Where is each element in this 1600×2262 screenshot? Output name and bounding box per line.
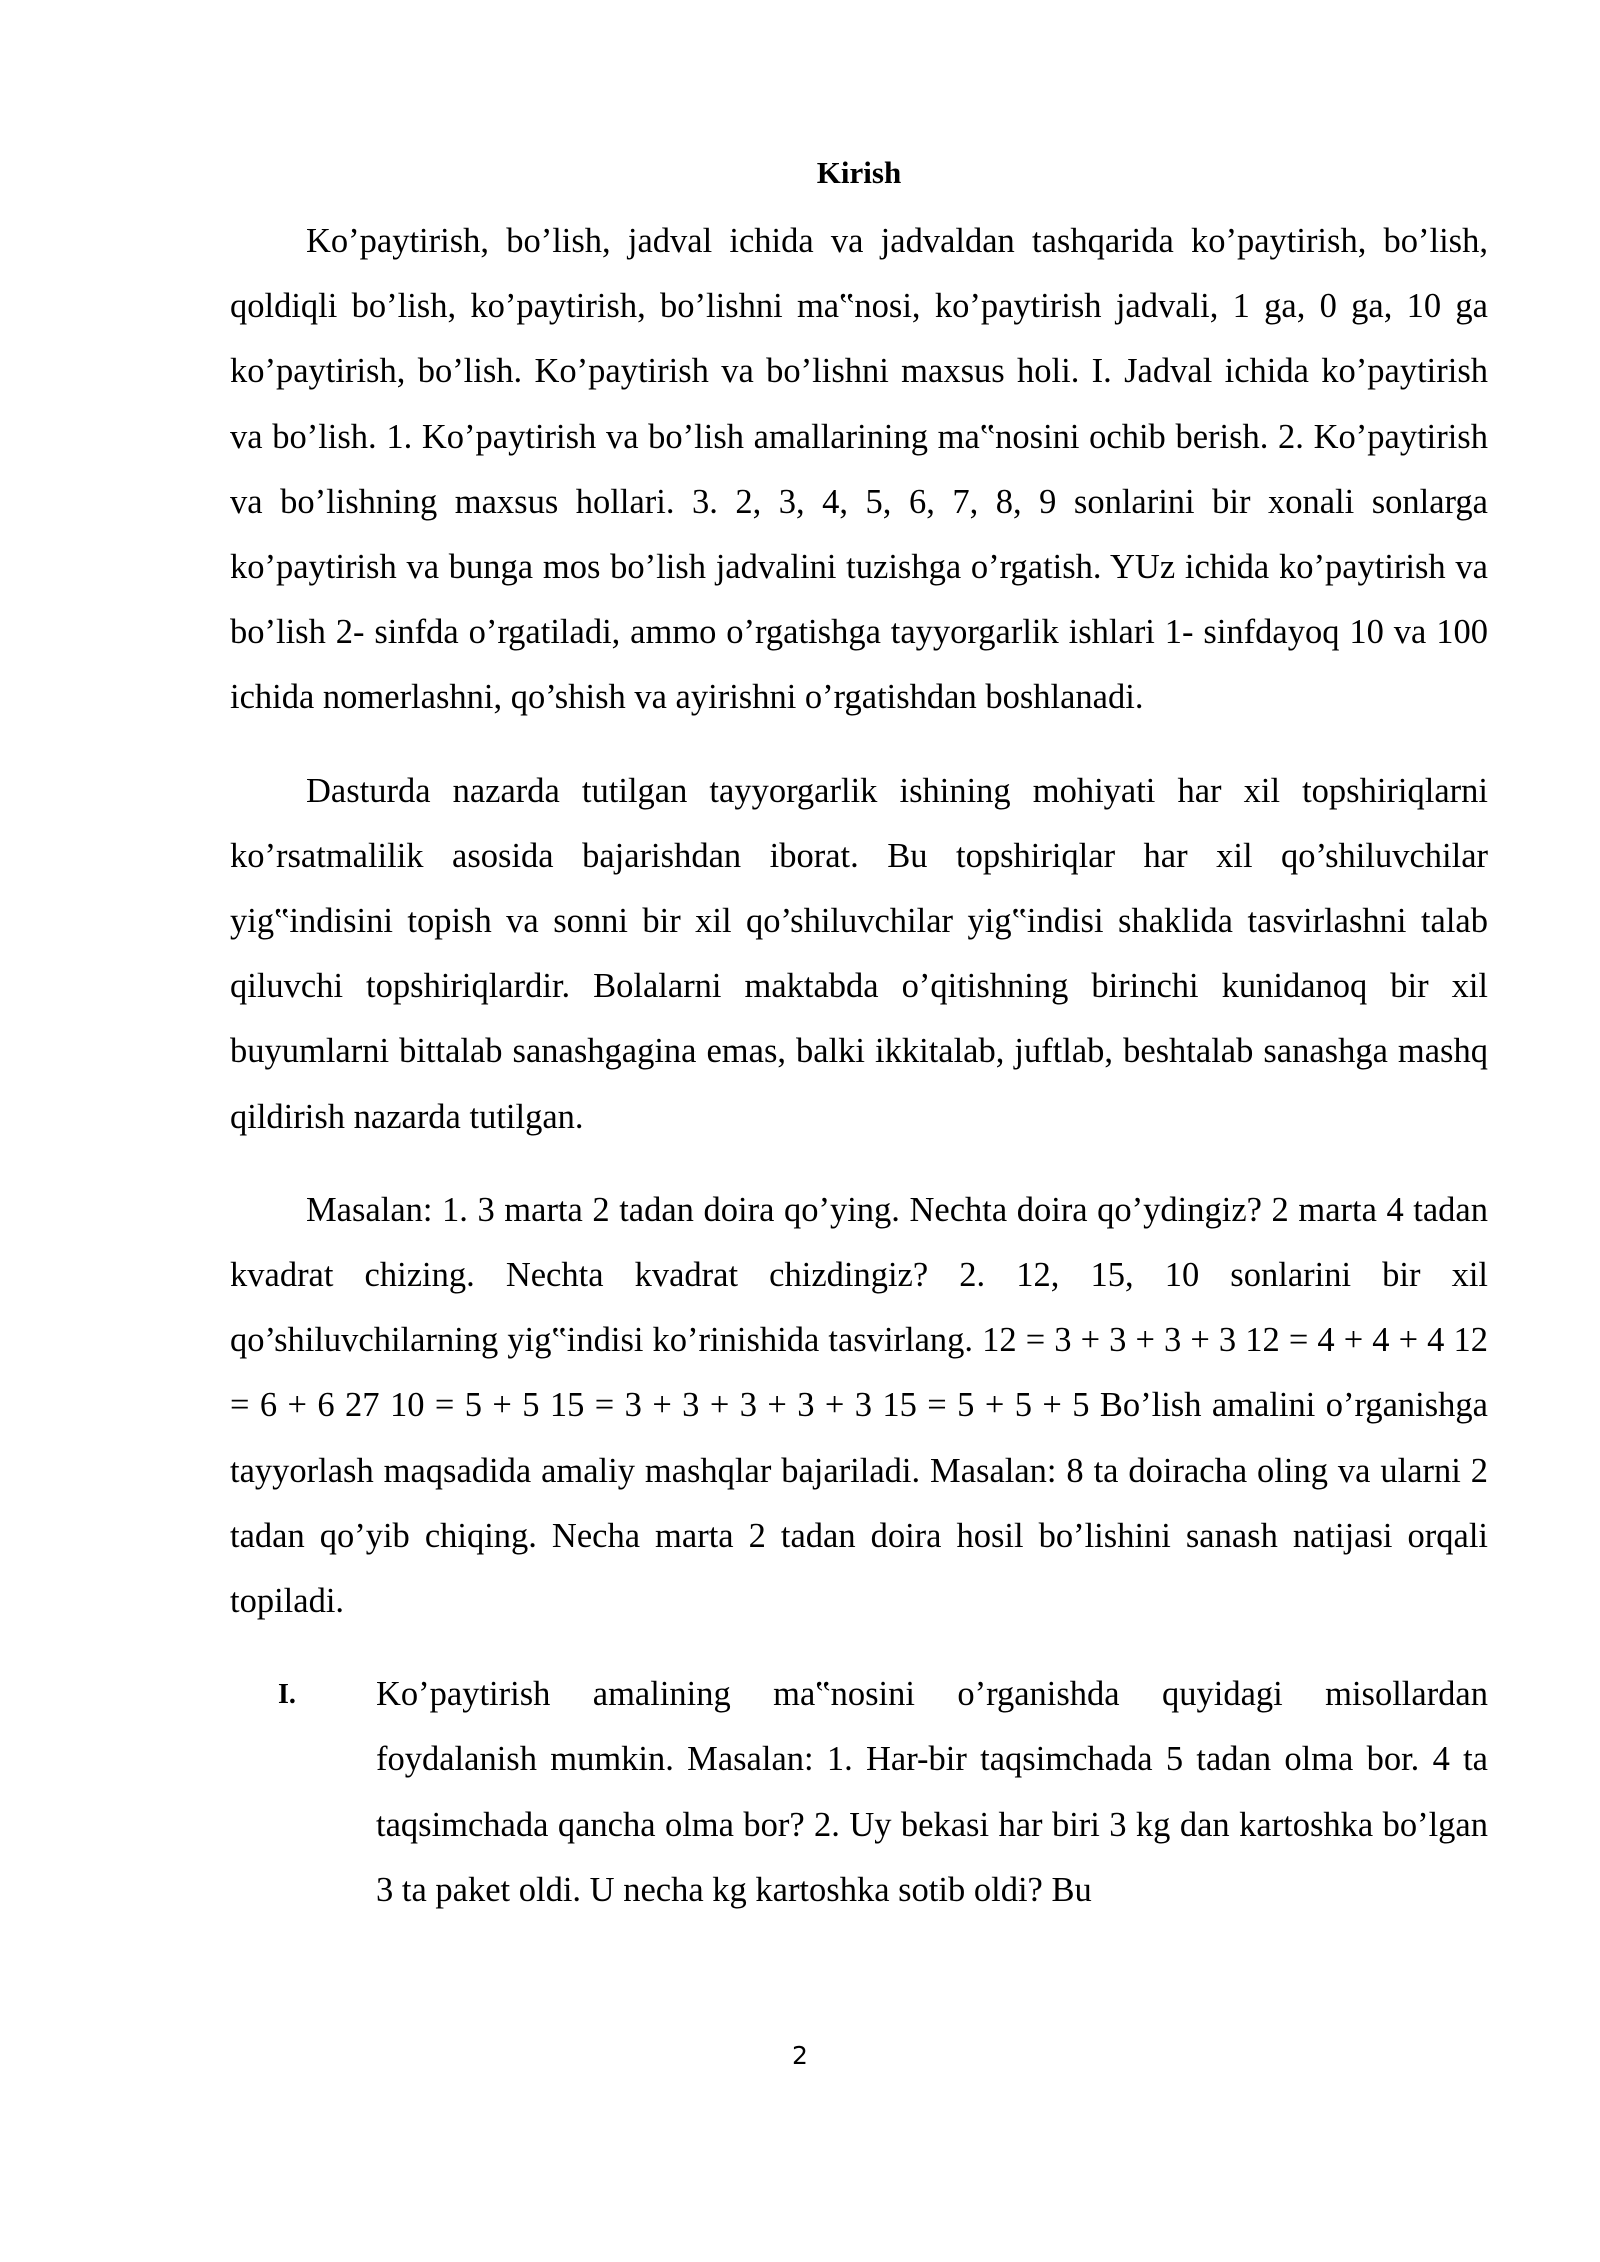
list-item-text: Ko’paytirish amalining ma‟nosini o’rganishda quyidagi misollardan foydalanish mumkin. Masalan: 1. Har-bir taqsimchada 5 tadan olma bor. 4 ta taqsimchada qancha olma bor? 2. Uy bekasi har biri 3 kg dan kartoshka bo’lgan 3 ta paket oldi. U necha kg kartoshka sotib oldi? Bu xyxy=(376,1675,1488,1909)
paragraph-2: Dasturda nazarda tutilgan tayyorgarlik ishining mohiyati har xil topshiriqlarni ko’rsatmalilik asosida bajarishdan iborat. Bu topshiriqlar har xil qo’shiluvchilar yig‟indisini topish va sonni bir xil qo’shiluvchilar yig‟indisi shaklida tasvirlashni talab qiluvchi topshiriqlardir. Bolalarni maktabda o’qitishning birinchi kunidanoq bir xil buyumlarni bittalab sanashgagina emas, balki ikkitalab, juftlab, beshtalab sanashga mashq qildirish nazarda tutilgan. xyxy=(230,771,1488,1136)
section-heading: Kirish xyxy=(816,155,902,190)
page-content xyxy=(230,145,1488,1923)
paragraph-1: Ko’paytirish, bo’lish, jadval ichida va jadvaldan tashqarida ko’paytirish, bo’lish, qoldiqli bo’lish, ko’paytirish, bo’lishni ma‟nosi, ko’paytirish jadvali, 1 ga, 0 ga, 10 ga ko’paytirish, bo’lish. Ko’paytirish va bo’lishni maxsus holi. I. Jadval ichida ko’paytirish va bo’lish. 1. Ko’paytirish va bo’lish amallarining ma‟nosini ochib berish. 2. Ko’paytirish va bo’lishning maxsus hollari. 3. 2, 3, 4, 5, 6, 7, 8, 9 sonlarini bir xonali sonlarga ko’paytirish va bunga mos bo’lish jadvalini tuzishga o’rgatish. YUz ichida ko’paytirish va bo’lish 2- sinfda o’rgatiladi, ammo o’rgatishga tayyorgarlik ishlari 1- sinfdayoq 10 va 100 ichida nomerlashni, qo’shish va ayirishni o’rgatishdan boshlanadi. xyxy=(230,222,1488,717)
page-number: 2 xyxy=(792,2041,808,2070)
numbered-list-item xyxy=(230,1662,1488,1923)
list-marker: I. xyxy=(278,1679,296,1711)
paragraph-3: Masalan: 1. 3 marta 2 tadan doira qo’ying. Nechta doira qo’ydingiz? 2 marta 4 tadan kvadrat chizing. Nechta kvadrat chizdingiz? 2. 12, 15, 10 sonlarini bir xil qo’shiluvchilarning yig‟indisi ko’rinishida tasvirlang. 12 = 3 + 3 + 3 + 3 12 = 4 + 4 + 4 12 = 6 + 6 27 10 = 5 + 5 15 = 3 + 3 + 3 + 3 + 3 15 = 5 + 5 + 5 Bo’lish amalini o’rganishga tayyorlash maqsadida amaliy mashqlar bajariladi. Masalan: 8 ta doiracha oling va ularni 2 tadan qo’yib chiqing. Necha marta 2 tadan doira hosil bo’lishini sanash natijasi orqali topiladi. xyxy=(230,1190,1488,1621)
